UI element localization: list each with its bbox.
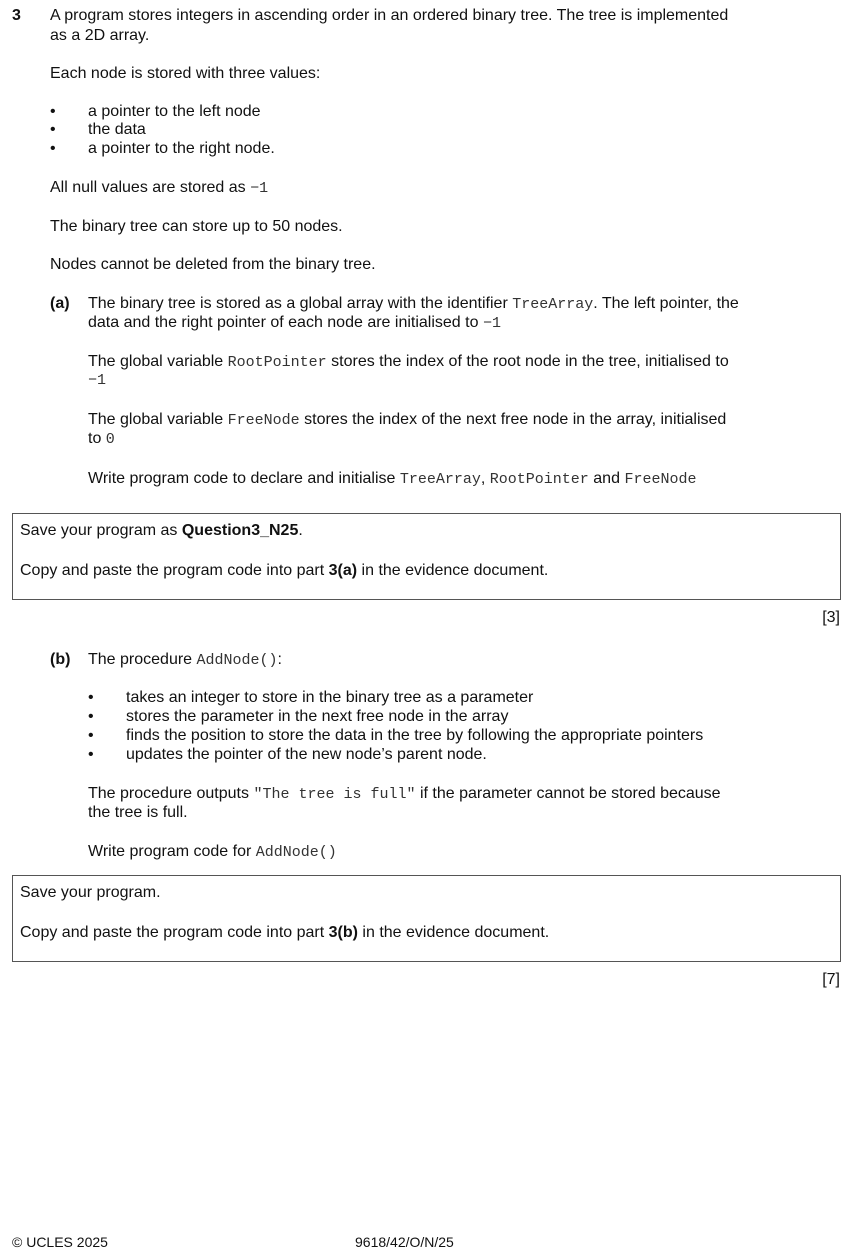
box-text: in the evidence document.: [362, 924, 550, 941]
question-intro-line1: A program stores integers in ascending order in an ordered binary tree. The tree is implemented: [50, 7, 729, 24]
part-a-text: The global variable: [88, 411, 224, 428]
code-free-node: FreeNode: [624, 471, 697, 488]
part-a-line1: [88, 294, 739, 315]
part-b-text: if the parameter cannot be stored because: [419, 785, 721, 802]
add-node-bullet-3: finds the position to store the data in the tree by following the appropriate pointers: [126, 727, 704, 744]
code-tree-array: TreeArray: [512, 296, 594, 313]
part-a-write-instruction: [88, 469, 696, 490]
capacity-statement: The binary tree can store up to 50 nodes.: [50, 218, 343, 235]
node-value-bullet-1: a pointer to the left node: [88, 103, 261, 120]
footer-copyright: © UCLES 2025: [12, 1234, 108, 1250]
bullet-marker: •: [88, 708, 94, 725]
part-b-output-line1: [88, 784, 721, 805]
footer-paper-code: 9618/42/O/N/25: [355, 1234, 454, 1250]
part-a-text: data and the right pointer of each node are initialised to: [88, 314, 479, 331]
part-b-save-instruction: Save your program.: [20, 884, 161, 901]
null-values-statement: [50, 178, 268, 199]
null-text: All null values are stored as: [50, 179, 246, 196]
part-b-label: (b): [50, 651, 71, 668]
code-add-node: AddNode(): [196, 652, 278, 669]
part-a-marks: [3]: [822, 609, 840, 626]
part-a-text: and: [593, 470, 620, 487]
part-b-text: The procedure outputs: [88, 785, 249, 802]
box-text: .: [298, 522, 303, 539]
part-b-write-instruction: [88, 842, 337, 863]
box-text: Save your program as: [20, 522, 178, 539]
bullet-marker: •: [50, 140, 56, 157]
part-a-label: (a): [50, 295, 70, 312]
bullet-marker: •: [88, 746, 94, 763]
code-null-value: −1: [482, 315, 501, 332]
node-value-bullet-3: a pointer to the right node.: [88, 140, 275, 157]
part-a-save-instruction: [20, 521, 303, 541]
part-b-intro: [88, 650, 282, 671]
part-a-copy-instruction: [20, 561, 548, 581]
add-node-bullet-4: updates the pointer of the new node’s parent node.: [126, 746, 487, 763]
question-number: 3: [12, 7, 21, 24]
free-node-initial-value: 0: [105, 431, 115, 448]
part-b-marks: [7]: [822, 971, 840, 988]
bullet-marker: •: [50, 121, 56, 138]
part-b-output-line2: the tree is full.: [88, 804, 188, 821]
code-root-pointer: RootPointer: [227, 354, 327, 371]
part-a-text: The global variable: [88, 353, 224, 370]
program-filename: Question3_N25: [181, 522, 299, 539]
box-text: in the evidence document.: [361, 562, 549, 579]
node-value-bullet-2: the data: [88, 121, 146, 138]
code-tree-array: TreeArray: [399, 471, 481, 488]
code-tree-full-message: "The tree is full": [253, 786, 416, 803]
part-a-text: stores the index of the next free node in the array, initialised: [304, 411, 727, 428]
free-node-line2: [88, 429, 115, 450]
part-b-instruction-box: [12, 875, 841, 962]
code-root-pointer: RootPointer: [489, 471, 589, 488]
part-b-copy-instruction: [20, 923, 549, 943]
code-add-node: AddNode(): [255, 844, 337, 861]
root-pointer-line1: [88, 352, 729, 373]
bullet-marker: •: [88, 727, 94, 744]
null-value: −1: [250, 180, 269, 197]
stored-values-intro: Each node is stored with three values:: [50, 65, 321, 82]
part-b-text: :: [277, 651, 282, 668]
part-b-text: The procedure: [88, 651, 193, 668]
question-intro-line2: as a 2D array.: [50, 27, 150, 44]
part-a-instruction-box: [12, 513, 841, 600]
part-b-text: Write program code for: [88, 843, 252, 860]
separator: ,: [480, 470, 486, 487]
code-free-node: FreeNode: [227, 412, 300, 429]
add-node-bullet-1: takes an integer to store in the binary tree as a parameter: [126, 689, 534, 706]
evidence-part: 3(a): [328, 562, 358, 579]
part-a-text: The binary tree is stored as a global array with the identifier: [88, 295, 508, 312]
root-pointer-initial-value: −1: [88, 372, 107, 389]
bullet-marker: •: [50, 103, 56, 120]
part-a-text: Write program code to declare and initialise: [88, 470, 396, 487]
add-node-bullet-2: stores the parameter in the next free node in the array: [126, 708, 509, 725]
evidence-part: 3(b): [328, 924, 358, 941]
box-text: Copy and paste the program code into part: [20, 924, 325, 941]
part-a-text: stores the index of the root node in the tree, initialised to: [331, 353, 729, 370]
part-a-text: . The left pointer, the: [593, 295, 739, 312]
no-delete-statement: Nodes cannot be deleted from the binary tree.: [50, 256, 376, 273]
part-a-line2: [88, 313, 501, 334]
bullet-marker: •: [88, 689, 94, 706]
box-text: Copy and paste the program code into part: [20, 562, 325, 579]
free-node-line1: [88, 410, 726, 431]
part-a-text: to: [88, 430, 102, 447]
